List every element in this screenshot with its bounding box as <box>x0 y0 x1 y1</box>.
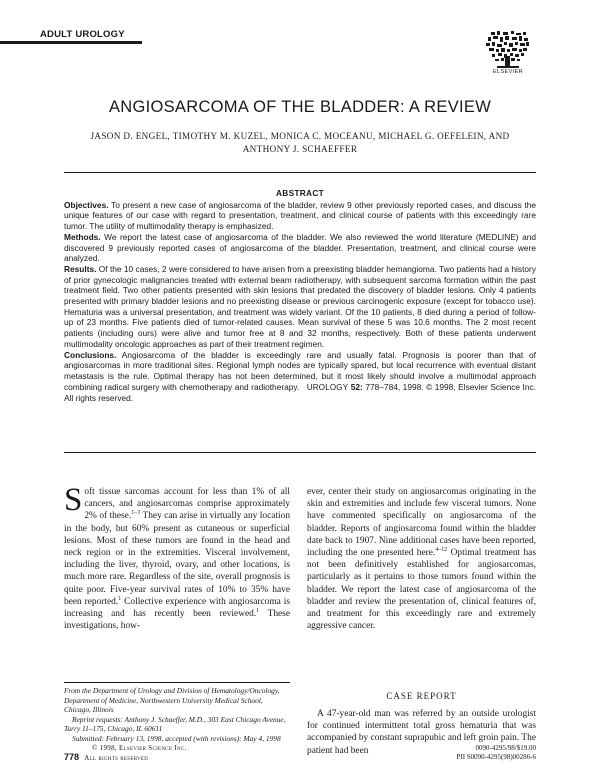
citation-volume: 52: <box>350 381 363 392</box>
body-right-column <box>307 486 536 632</box>
intro-text-d: These investigations, how- <box>64 609 290 632</box>
citation-rest: 778–784, 1998. © 1998, Elsevier Science Inc. All rights reserved. <box>64 381 536 404</box>
abstract-heading: ABSTRACT <box>275 188 325 198</box>
footer-page-line <box>64 753 187 763</box>
citation-journal: UROLOGY <box>306 382 349 392</box>
footer-copyright: © 1998, Elsevier Science Inc. <box>92 744 187 752</box>
objectives-text: To present a new case of angiosarcoma of the bladder, review 9 other previously reported cases, and discuss the unique features of our case with regard to presentation, treatment, and clinical course of patients with this exceedingly rare tumor. The utility of multimodality therapy is emphasized. <box>64 199 536 232</box>
footer-issn: 0090-4295/98/$19.00 <box>475 744 536 752</box>
case-report-paragraph: A 47-year-old man was referred by an outside urologist for continued intermittent total gross hematuria that was accompanied by constant suprapubic and left groin pain. The patient had been <box>307 709 536 756</box>
author-list <box>64 130 536 156</box>
abstract-results <box>64 264 536 350</box>
conclusions-label: Conclusions. <box>64 349 117 360</box>
methods-label: Methods. <box>64 231 101 242</box>
abstract-top-rule <box>64 172 536 173</box>
methods-text: We report the latest case of angiosarcoma of the bladder. We also reviewed the world literature (MEDLINE) and discovered 9 previously reported cases of angiosarcoma of the bladder. Presentation, treatment, and clinical course were analyzed. <box>64 231 536 264</box>
footer-pii: PII S0090-4295(98)00286-6 <box>456 753 536 761</box>
objectives-label: Objectives. <box>64 199 109 210</box>
elsevier-logo-text: ELSEVIER <box>492 69 524 75</box>
ref-1a: 1 <box>118 595 122 602</box>
results-label: Results. <box>64 263 97 274</box>
authors-line-1: JASON D. ENGEL, TIMOTHY M. KUZEL, MONICA C. MOCEANU, MICHAEL G. OEFELEIN, AND <box>90 131 510 141</box>
footnote-submitted: Submitted: February 13, 1998, accepted (with revisions): May 4, 1998 <box>72 733 281 743</box>
authors-line-2: ANTHONY J. SCHAEFFER <box>242 144 358 154</box>
intro-paragraph <box>64 482 291 632</box>
footnote-affiliation: From the Department of Urology and Division of Hematology/Oncology, Department of Medicine, Northwestern University Medical School, Chicago, Illinois <box>64 686 280 715</box>
ref-1b: 1 <box>256 607 260 614</box>
footnote-reprints: Reprint requests: Anthony J. Schaeffer, M.D., 303 East Chicago Avenue, Tarry 11–175, Chicago, IL 60611 <box>64 714 286 734</box>
abstract-objectives <box>64 200 536 232</box>
header-rule <box>0 41 142 44</box>
abstract-bottom-rule <box>64 452 536 453</box>
drop-cap: S <box>64 482 83 518</box>
intro-text-b: They can arise in virtually any location in the body, but 60% present as cutaneous or superficial lesions. Most of these tumors are found in the head and neck region or in the extremities. Visceral involvement, including the liver, thyroid, ovary, and other locations, is much more rare. Regardless of the site, overall prognosis is quite poor. Five-year survival rates of 10% to 35% have been reported. <box>64 511 291 607</box>
article-title: ANGIOSARCOMA OF THE BLADDER: A REVIEW <box>108 98 492 116</box>
intro-cont-b: Optimal treatment has not been definitively established for angiosarcomas, particularly as it pertains to those tumors found within the bladder. We report the latest case of angiosarcoma of the bladder and review the presentation of, clinical features of, and treatment for this exceedingly rare and extremely aggressive cancer. <box>307 548 536 632</box>
intro-paragraph-continued <box>307 486 536 632</box>
intro-cont-a: ever, center their study on angiosarcomas originating in the skin and extremities and include few visceral tumors. None have commented specifically on angiosarcoma of the bladder. Reports of angiosarcoma found within the bladder date back to 1907. Nine additional cases have been reported, including the one presented here. <box>307 487 536 559</box>
page-number: 778 <box>64 752 80 762</box>
intro-text-c: Collective experience with angiosarcoma is increasing and has recently been reviewed. <box>64 596 290 620</box>
abstract-block <box>64 188 536 404</box>
abstract-conclusions <box>64 350 536 405</box>
footer-rights: All rights reserved <box>84 754 149 762</box>
results-text: Of the 10 cases, 2 were considered to have arisen from a preexisting bladder hemangioma. Two patients had a history of prior gynecologic malignancies treated with external beam radiotherapy, with subsequent sarcoma formation within the past treatment field. Two other patients presented with skin lesions that predated the discovery of bladder lesions. Only 4 patients presented with primary bladder lesions and no preexisting disease or previous carcinogenic exposure (except for tobacco use). Hematuria was a universal presentation, and treatment was widely variant. Of the 10 patients, 8 died during a period of follow-up of 23 months. Five patients died of tumor-related causes. Mean survival of these 5 was 10.6 months. The 2 most recent patients (including ours) were alive and tumor free at 8 and 32 months, respectively. Both of these patients underwent multimodality oncologic approaches as part of their treatment regimen. <box>64 263 536 349</box>
footer-left <box>64 744 187 763</box>
ref-1-3: 1–3 <box>131 510 141 517</box>
abstract-methods <box>64 232 536 264</box>
footer-right <box>386 744 536 762</box>
footnote-rule <box>64 682 290 683</box>
case-report-heading: CASE REPORT <box>386 691 457 701</box>
intro-text-a: oft tissue sarcomas account for less than 1% of all cancers, and angiosarcomas comprise approximately 2% of these. <box>84 487 290 522</box>
footnotes <box>64 686 290 744</box>
section-label: ADULT UROLOGY <box>40 29 125 40</box>
ref-4-12: 4–12 <box>435 546 448 553</box>
body-left-column <box>64 482 291 632</box>
conclusions-text: Angiosarcoma of the bladder is exceedingly rare and usually fatal. Prognosis is poorer than that of angiosarcomas in more traditional sites. Regional lymph nodes are typically spared, but local recurrence with eventual distant metastasis is the rule. Optimal therapy has not been determined, but it most likely should involve a multimodal approach combining radical surgery with chemotherapy and radiotherapy. <box>64 349 536 392</box>
